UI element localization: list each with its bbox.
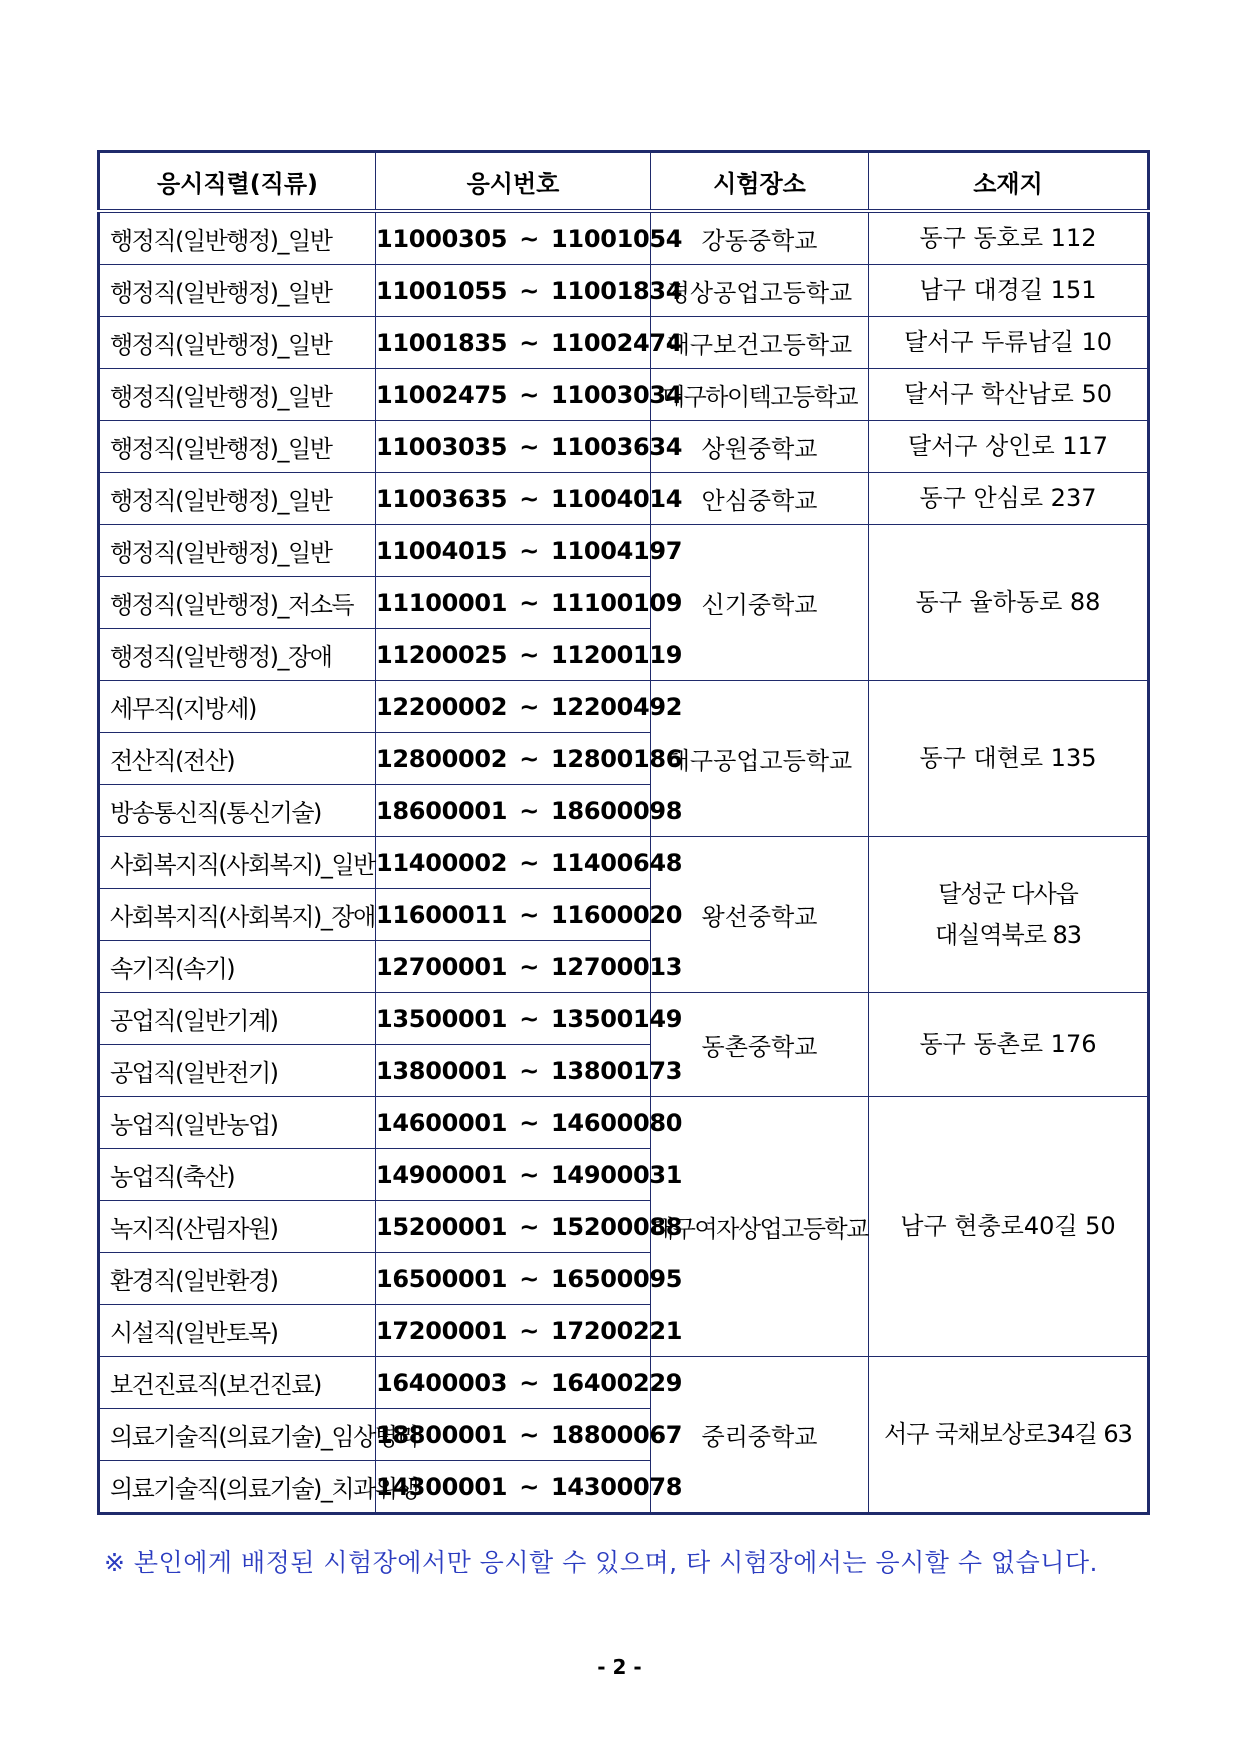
exam-site-table bbox=[97, 150, 1150, 1515]
job-cell: 행정직(일반행정)_저소득 bbox=[99, 577, 376, 629]
number-range-cell bbox=[376, 1045, 683, 1097]
address-cell: 동구 대현로 135 bbox=[869, 681, 1149, 837]
number-range-cell bbox=[376, 993, 683, 1045]
address-cell: 동구 율하동로 88 bbox=[869, 525, 1149, 681]
range-separator: ~ bbox=[519, 744, 540, 773]
number-to: 11004197 bbox=[551, 536, 683, 565]
exam-site-cell: 대구하이텍고등학교 bbox=[651, 369, 869, 421]
address-cell: 동구 안심로 237 bbox=[869, 473, 1149, 525]
range-separator: ~ bbox=[519, 328, 540, 357]
number-from: 13500001 bbox=[376, 1004, 508, 1033]
address-cell: 달서구 두류남길 10 bbox=[869, 317, 1149, 369]
notice-text: ※ 본인에게 배정된 시험장에서만 응시할 수 있으며, 타 시험장에서는 응시할 수 없습니다. bbox=[104, 1548, 1099, 1577]
range-separator: ~ bbox=[519, 1316, 540, 1345]
exam-site-cell: 대구여자상업고등학교 bbox=[651, 1097, 869, 1357]
range-separator: ~ bbox=[519, 796, 540, 825]
range-separator: ~ bbox=[519, 1212, 540, 1241]
table-row bbox=[99, 837, 1149, 889]
job-cell: 세무직(지방세) bbox=[99, 681, 376, 733]
job-cell: 행정직(일반행정)_일반 bbox=[99, 525, 376, 577]
range-separator: ~ bbox=[519, 1108, 540, 1137]
range-separator: ~ bbox=[519, 536, 540, 565]
number-to: 12800186 bbox=[551, 744, 683, 773]
header-address: 소재지 bbox=[869, 152, 1149, 212]
number-from: 11003635 bbox=[376, 484, 508, 513]
number-from: 11100001 bbox=[376, 588, 508, 617]
number-from: 14900001 bbox=[376, 1160, 508, 1189]
table-row bbox=[99, 211, 1149, 265]
number-from: 11001055 bbox=[376, 276, 508, 305]
number-range-cell bbox=[376, 889, 683, 941]
address-cell: 남구 대경길 151 bbox=[869, 265, 1149, 317]
job-cell: 환경직(일반환경) bbox=[99, 1253, 376, 1305]
number-range-cell bbox=[376, 681, 683, 733]
job-cell: 행정직(일반행정)_일반 bbox=[99, 473, 376, 525]
number-range-cell bbox=[376, 733, 683, 785]
table-row bbox=[99, 525, 1149, 577]
number-range-cell bbox=[376, 1149, 683, 1201]
page-number: - 2 - bbox=[597, 1655, 642, 1679]
number-range-cell bbox=[376, 1097, 683, 1149]
job-cell: 속기직(속기) bbox=[99, 941, 376, 993]
number-to: 11400648 bbox=[551, 848, 683, 877]
range-separator: ~ bbox=[519, 1264, 540, 1293]
number-from: 11000305 bbox=[376, 224, 508, 253]
exam-site-cell: 상원중학교 bbox=[651, 421, 869, 473]
number-from: 17200001 bbox=[376, 1316, 508, 1345]
range-separator: ~ bbox=[519, 484, 540, 513]
number-to: 14600080 bbox=[551, 1108, 683, 1137]
number-to: 18800067 bbox=[551, 1420, 683, 1449]
number-from: 18800001 bbox=[376, 1420, 508, 1449]
number-range-cell bbox=[376, 941, 683, 993]
range-separator: ~ bbox=[519, 848, 540, 877]
range-separator: ~ bbox=[519, 224, 540, 253]
table-row bbox=[99, 369, 1149, 421]
number-from: 11003035 bbox=[376, 432, 508, 461]
range-separator: ~ bbox=[519, 380, 540, 409]
job-cell: 공업직(일반기계) bbox=[99, 993, 376, 1045]
exam-site-cell: 중리중학교 bbox=[651, 1357, 869, 1514]
number-range-cell bbox=[376, 1357, 683, 1409]
number-range-cell bbox=[376, 421, 683, 473]
job-cell: 보건진료직(보건진료) bbox=[99, 1357, 376, 1409]
job-cell: 전산직(전산) bbox=[99, 733, 376, 785]
number-from: 12800002 bbox=[376, 744, 508, 773]
table-header bbox=[99, 152, 1149, 212]
exam-site-cell: 안심중학교 bbox=[651, 473, 869, 525]
number-to: 11100109 bbox=[551, 588, 683, 617]
job-cell: 의료기술직(의료기술)_임상병리 bbox=[99, 1409, 376, 1461]
address-cell: 달성군 다사읍 대실역북로 83 bbox=[869, 837, 1149, 993]
range-separator: ~ bbox=[519, 432, 540, 461]
range-separator: ~ bbox=[519, 1160, 540, 1189]
job-cell: 행정직(일반행정)_장애 bbox=[99, 629, 376, 681]
table-row bbox=[99, 473, 1149, 525]
number-to: 17200221 bbox=[551, 1316, 683, 1345]
range-separator: ~ bbox=[519, 692, 540, 721]
table-row bbox=[99, 265, 1149, 317]
number-from: 11002475 bbox=[376, 380, 508, 409]
number-range-cell bbox=[376, 837, 683, 889]
job-cell: 공업직(일반전기) bbox=[99, 1045, 376, 1097]
job-cell: 녹지직(산림자원) bbox=[99, 1201, 376, 1253]
number-to: 11001834 bbox=[551, 276, 683, 305]
number-from: 16400003 bbox=[376, 1368, 508, 1397]
job-cell: 시설직(일반토목) bbox=[99, 1305, 376, 1357]
exam-site-cell: 신기중학교 bbox=[651, 525, 869, 681]
address-cell: 달서구 상인로 117 bbox=[869, 421, 1149, 473]
number-to: 11002474 bbox=[551, 328, 683, 357]
number-range-cell bbox=[376, 525, 683, 577]
table-row bbox=[99, 993, 1149, 1045]
number-range-cell bbox=[376, 1461, 683, 1514]
range-separator: ~ bbox=[519, 1056, 540, 1085]
number-from: 11400002 bbox=[376, 848, 508, 877]
range-separator: ~ bbox=[519, 588, 540, 617]
table-body bbox=[99, 211, 1149, 1514]
number-range-cell bbox=[376, 211, 683, 265]
number-to: 16400229 bbox=[551, 1368, 683, 1397]
table-row bbox=[99, 421, 1149, 473]
exam-site-cell: 대구보건고등학교 bbox=[651, 317, 869, 369]
range-separator: ~ bbox=[519, 1004, 540, 1033]
number-to: 14300078 bbox=[551, 1472, 683, 1501]
address-cell: 서구 국채보상로34길 63 bbox=[869, 1357, 1149, 1514]
number-to: 11001054 bbox=[551, 224, 683, 253]
number-from: 11004015 bbox=[376, 536, 508, 565]
header-number: 응시번호 bbox=[376, 152, 651, 212]
number-range-cell bbox=[376, 785, 683, 837]
exam-site-cell: 경상공업고등학교 bbox=[651, 265, 869, 317]
table-row bbox=[99, 681, 1149, 733]
number-from: 11200025 bbox=[376, 640, 508, 669]
range-separator: ~ bbox=[519, 1472, 540, 1501]
number-from: 18600001 bbox=[376, 796, 508, 825]
header-row bbox=[99, 152, 1149, 212]
job-cell: 사회복지직(사회복지)_일반 bbox=[99, 837, 376, 889]
number-to: 13500149 bbox=[551, 1004, 683, 1033]
number-to: 13800173 bbox=[551, 1056, 683, 1085]
job-cell: 농업직(축산) bbox=[99, 1149, 376, 1201]
header-site: 시험장소 bbox=[651, 152, 869, 212]
job-cell: 행정직(일반행정)_일반 bbox=[99, 317, 376, 369]
job-cell: 방송통신직(통신기술) bbox=[99, 785, 376, 837]
number-to: 11003034 bbox=[551, 380, 683, 409]
exam-site-cell: 동촌중학교 bbox=[651, 993, 869, 1097]
number-from: 15200001 bbox=[376, 1212, 508, 1241]
range-separator: ~ bbox=[519, 1368, 540, 1397]
number-range-cell bbox=[376, 369, 683, 421]
range-separator: ~ bbox=[519, 900, 540, 929]
exam-site-cell: 대구공업고등학교 bbox=[651, 681, 869, 837]
number-range-cell bbox=[376, 629, 683, 681]
job-cell: 사회복지직(사회복지)_장애 bbox=[99, 889, 376, 941]
address-cell: 남구 현충로40길 50 bbox=[869, 1097, 1149, 1357]
number-from: 14600001 bbox=[376, 1108, 508, 1137]
number-from: 16500001 bbox=[376, 1264, 508, 1293]
number-from: 11001835 bbox=[376, 328, 508, 357]
range-separator: ~ bbox=[519, 276, 540, 305]
number-range-cell bbox=[376, 1409, 683, 1461]
number-range-cell bbox=[376, 577, 683, 629]
exam-site-cell: 강동중학교 bbox=[651, 211, 869, 265]
job-cell: 행정직(일반행정)_일반 bbox=[99, 421, 376, 473]
number-from: 12700001 bbox=[376, 952, 508, 981]
number-from: 12200002 bbox=[376, 692, 508, 721]
number-to: 16500095 bbox=[551, 1264, 683, 1293]
number-to: 18600098 bbox=[551, 796, 683, 825]
number-to: 12200492 bbox=[551, 692, 683, 721]
number-from: 13800001 bbox=[376, 1056, 508, 1085]
number-to: 11003634 bbox=[551, 432, 683, 461]
number-to: 11600020 bbox=[551, 900, 683, 929]
number-range-cell bbox=[376, 317, 683, 369]
number-range-cell bbox=[376, 1253, 683, 1305]
range-separator: ~ bbox=[519, 1420, 540, 1449]
number-to: 15200088 bbox=[551, 1212, 683, 1241]
job-cell: 행정직(일반행정)_일반 bbox=[99, 211, 376, 265]
number-range-cell bbox=[376, 265, 683, 317]
number-from: 11600011 bbox=[376, 900, 508, 929]
address-cell: 달서구 학산남로 50 bbox=[869, 369, 1149, 421]
job-cell: 의료기술직(의료기술)_치과위생 bbox=[99, 1461, 376, 1514]
exam-site-cell: 왕선중학교 bbox=[651, 837, 869, 993]
job-cell: 행정직(일반행정)_일반 bbox=[99, 369, 376, 421]
table-row bbox=[99, 1097, 1149, 1149]
number-from: 14300001 bbox=[376, 1472, 508, 1501]
number-range-cell bbox=[376, 1305, 683, 1357]
number-to: 14900031 bbox=[551, 1160, 683, 1189]
number-to: 11004014 bbox=[551, 484, 683, 513]
number-to: 12700013 bbox=[551, 952, 683, 981]
job-cell: 농업직(일반농업) bbox=[99, 1097, 376, 1149]
range-separator: ~ bbox=[519, 952, 540, 981]
number-to: 11200119 bbox=[551, 640, 683, 669]
number-range-cell bbox=[376, 473, 683, 525]
number-range-cell bbox=[376, 1201, 683, 1253]
header-job: 응시직렬(직류) bbox=[99, 152, 376, 212]
address-cell: 동구 동촌로 176 bbox=[869, 993, 1149, 1097]
table-row bbox=[99, 1357, 1149, 1409]
range-separator: ~ bbox=[519, 640, 540, 669]
address-cell: 동구 동호로 112 bbox=[869, 211, 1149, 265]
job-cell: 행정직(일반행정)_일반 bbox=[99, 265, 376, 317]
table-row bbox=[99, 317, 1149, 369]
